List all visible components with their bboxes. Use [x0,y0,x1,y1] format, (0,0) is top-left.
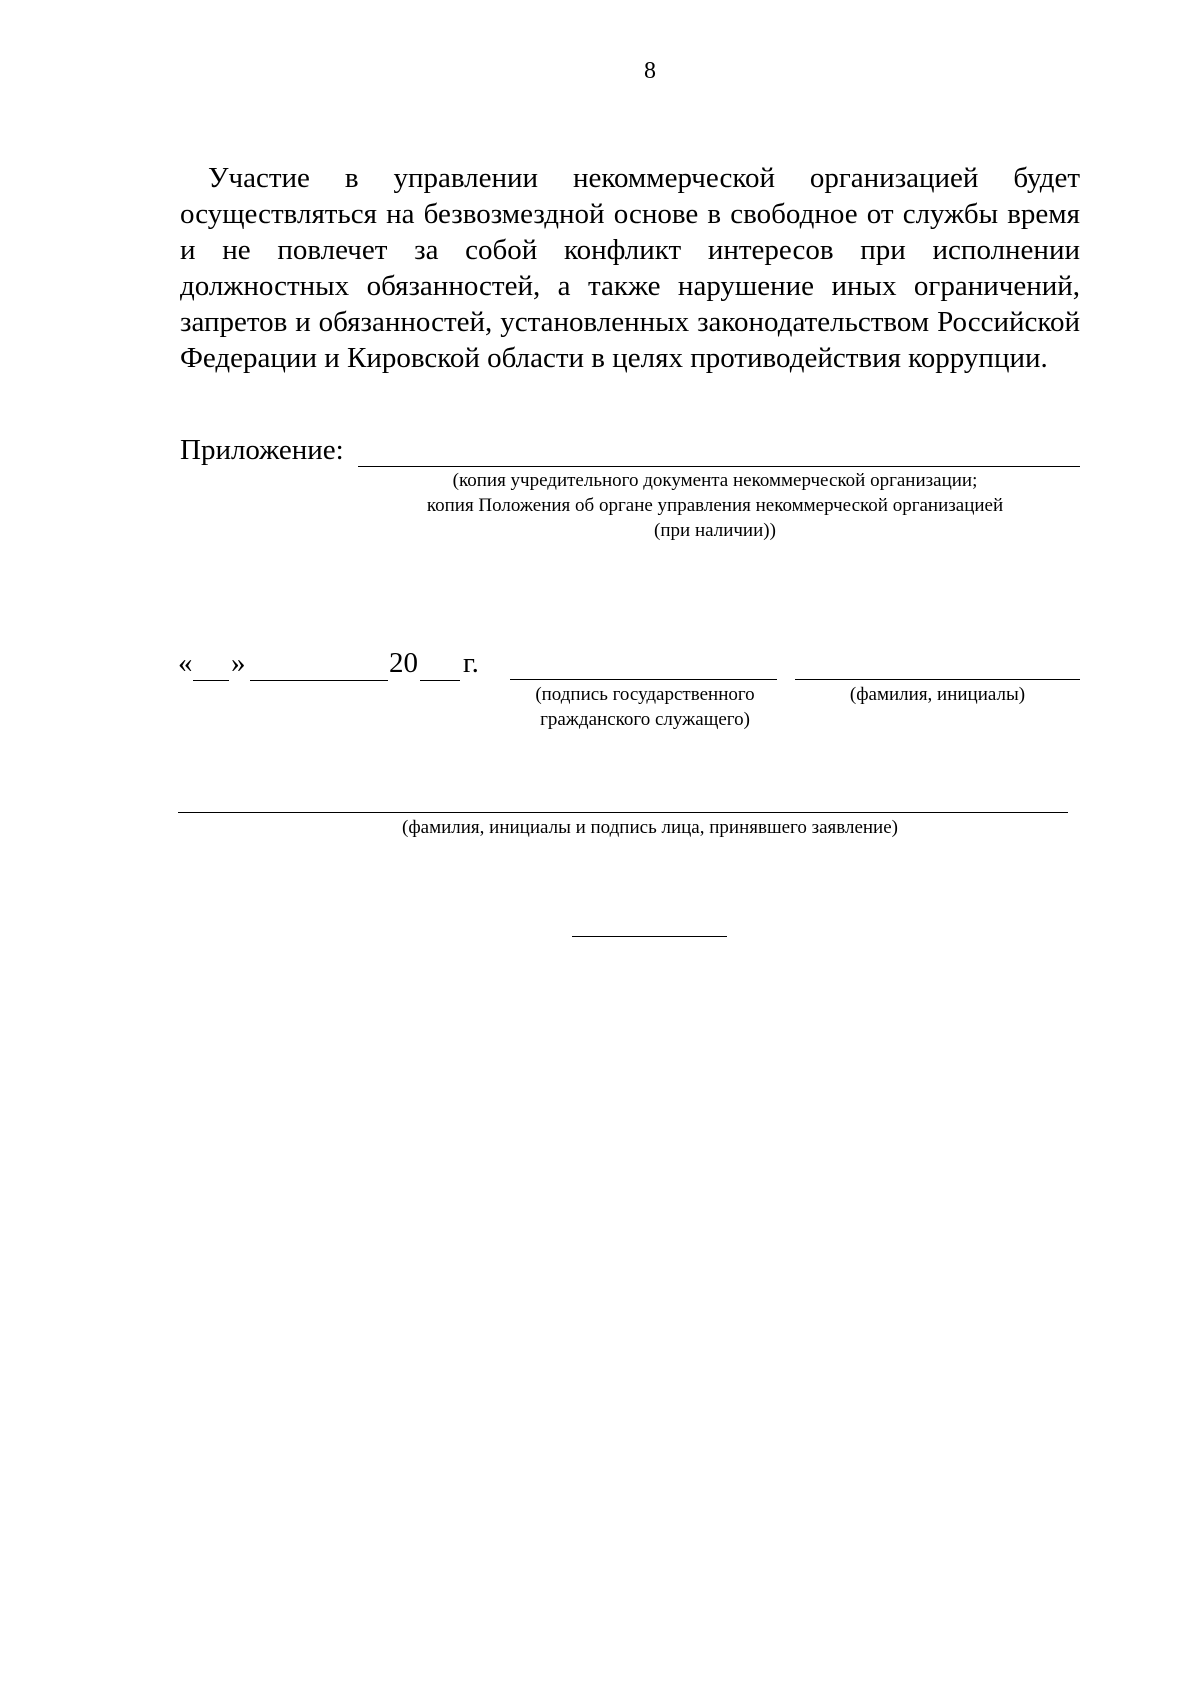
closing-rule [572,936,727,937]
appendix-caption-line-3: (при наличии)) [654,520,776,541]
date-year-suffix: г. [463,647,479,679]
date-month-blank [250,680,388,681]
appendix-blank-line [358,466,1080,467]
appendix-caption-line-2: копия Положения об органе управления некоммерческой организацией [426,495,1004,516]
signature-caption-line-2: гражданского служащего) [540,709,750,730]
page-number: 8 [644,58,656,84]
appendix-caption-line-1: (копия учредительного документа некоммерческой организации; [452,470,978,491]
date-year-prefix: 20 [389,647,418,679]
signature-blank [510,679,777,680]
body-paragraph: Участие в управлении некоммерческой организацией будет осуществляться на безвозмездной основе в свободное от службы время и не повлечет за собой конфликт интересов при исполнении должностных обязанностей, а также нарушение иных ограничений, запретов и обязанностей, установленных законодательством Российской Федерации и Кировской области в целях противодействия коррупции. [180,162,1080,374]
date-year-blank [420,680,460,681]
date-day-blank [193,680,229,681]
appendix-caption [390,468,1040,543]
signature-caption [505,682,785,732]
receiver-caption: (фамилия, инициалы и подпись лица, принявшего заявление) [402,817,898,838]
name-caption: (фамилия, инициалы) [849,684,1026,705]
name-blank [795,679,1080,680]
signature-caption-line-1: (подпись государственного [535,684,755,705]
appendix-label: Приложение: [180,434,344,466]
date-quote-open: « [178,647,193,679]
date-quote-close: » [231,647,246,679]
receiver-blank-line [178,812,1068,813]
